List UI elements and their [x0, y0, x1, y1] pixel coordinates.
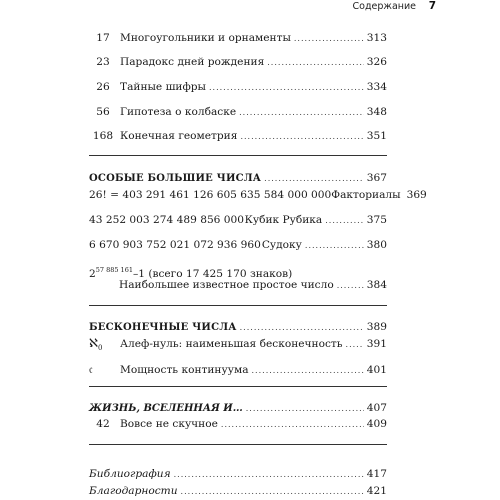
- entry-number: 17: [96, 32, 110, 44]
- toc-entry-bibliography[interactable]: [89, 466, 387, 482]
- toc-entry[interactable]: [89, 416, 387, 432]
- section-divider: [89, 155, 387, 156]
- section-page: 389: [366, 321, 387, 333]
- aleph-symbol-icon: ℵ$_0$: [89, 336, 103, 352]
- dot-leader: [305, 238, 364, 254]
- dot-leader: [181, 484, 364, 500]
- entry-title: Конечная геометрия: [120, 130, 238, 142]
- section-title: БЕСКОНЕЧНЫЕ ЧИСЛА: [89, 322, 237, 333]
- toc-entry[interactable]: [89, 187, 427, 203]
- toc-entry[interactable]: [89, 128, 387, 144]
- entry-title: Мощность континуума: [120, 364, 249, 376]
- section-divider: [89, 444, 387, 445]
- entry-page: 375: [366, 214, 387, 226]
- section-divider: [89, 386, 387, 387]
- dot-leader: [346, 337, 364, 353]
- entry-page: 401: [366, 364, 387, 376]
- entry-number: 56: [96, 106, 110, 118]
- entry-number: 43 252 003 274 489 856 000: [89, 214, 245, 226]
- entry-page: 334: [366, 81, 387, 93]
- running-header-title: Содержание: [352, 1, 416, 12]
- entry-page: 409: [366, 418, 387, 430]
- entry-page: 421: [366, 485, 387, 497]
- entry-title: Вовсе не скучное: [120, 418, 218, 430]
- entry-page: 380: [366, 239, 387, 251]
- dot-leader: [240, 129, 363, 145]
- toc-entry[interactable]: [89, 79, 387, 95]
- toc-entry[interactable]: [89, 335, 387, 351]
- entry-number: 23: [96, 56, 110, 68]
- toc-section-big-numbers[interactable]: [89, 170, 387, 186]
- entry-page: 417: [366, 468, 387, 480]
- dot-leader: [294, 31, 364, 47]
- mersenne-base: 2: [89, 268, 96, 280]
- dot-leader: [240, 320, 364, 336]
- section-page: 367: [366, 172, 387, 184]
- dot-leader: [174, 467, 364, 483]
- entry-page: 384: [366, 279, 387, 291]
- entry-page: 326: [366, 56, 387, 68]
- entry-number: 26! = 403 291 461 126 605 635 584 000 000: [89, 189, 332, 201]
- toc-entry[interactable]: [89, 54, 387, 70]
- entry-title: Многоугольники и орнаменты: [120, 32, 291, 44]
- section-page: 407: [366, 402, 387, 414]
- entry-title: Алеф-нуль: наименьшая бесконечность: [120, 338, 343, 350]
- toc-entry-acknowledgements[interactable]: [89, 483, 387, 499]
- entry-number: 6 670 903 752 021 072 936 960: [89, 239, 261, 251]
- running-header: [0, 0, 500, 14]
- entry-title: Парадокс дней рождения: [120, 56, 265, 68]
- entry-page: 391: [366, 338, 387, 350]
- entry-page: 351: [366, 130, 387, 142]
- toc-section-life[interactable]: [89, 400, 387, 416]
- entry-page: 369: [406, 189, 427, 201]
- toc-section-infinite-numbers[interactable]: [89, 319, 387, 335]
- entry-number: 168: [92, 130, 114, 142]
- entry-page: 348: [366, 106, 387, 118]
- section-title: ЖИЗНЬ, ВСЕЛЕННАЯ И…: [89, 403, 243, 414]
- toc-entry[interactable]: [89, 361, 387, 377]
- aleph-subscript: 0: [97, 344, 103, 352]
- toc-entry[interactable]: [89, 277, 387, 293]
- entry-number: 26: [96, 81, 110, 93]
- entry-title: Библиография: [89, 468, 171, 480]
- toc-entry[interactable]: [89, 104, 387, 120]
- entry-page: 313: [366, 32, 387, 44]
- entry-title: Гипотеза о колбаске: [120, 106, 237, 118]
- dot-leader: [267, 55, 364, 71]
- toc-entry[interactable]: [89, 212, 387, 228]
- mersenne-suffix: –1 (всего 17 425 170 знаков): [132, 268, 293, 280]
- entry-title: Наибольшее известное простое число: [119, 279, 334, 291]
- dot-leader: [209, 80, 364, 96]
- dot-leader: [252, 363, 364, 379]
- dot-leader: [246, 401, 364, 417]
- dot-leader: [264, 171, 364, 187]
- continuum-symbol-icon: 𝔠: [89, 362, 93, 376]
- running-header-page-number: 7: [428, 0, 436, 12]
- entry-title: Тайные шифры: [120, 81, 206, 93]
- toc-entry[interactable]: [89, 237, 387, 253]
- section-divider: [89, 305, 387, 306]
- dot-leader: [221, 417, 364, 433]
- dot-leader: [325, 213, 364, 229]
- mersenne-exponent: 57 885 161: [95, 266, 133, 274]
- entry-title: Благодарности: [89, 485, 178, 497]
- entry-number: 42: [96, 418, 110, 430]
- dot-leader: [337, 278, 364, 294]
- dot-leader: [239, 105, 364, 121]
- entry-title: Кубик Рубика: [244, 214, 323, 226]
- section-title: ОСОБЫЕ БОЛЬШИЕ ЧИСЛА: [89, 173, 262, 184]
- toc-entry[interactable]: [89, 30, 387, 46]
- entry-title: Судоку: [261, 239, 302, 251]
- entry-title: Факториалы: [331, 189, 401, 201]
